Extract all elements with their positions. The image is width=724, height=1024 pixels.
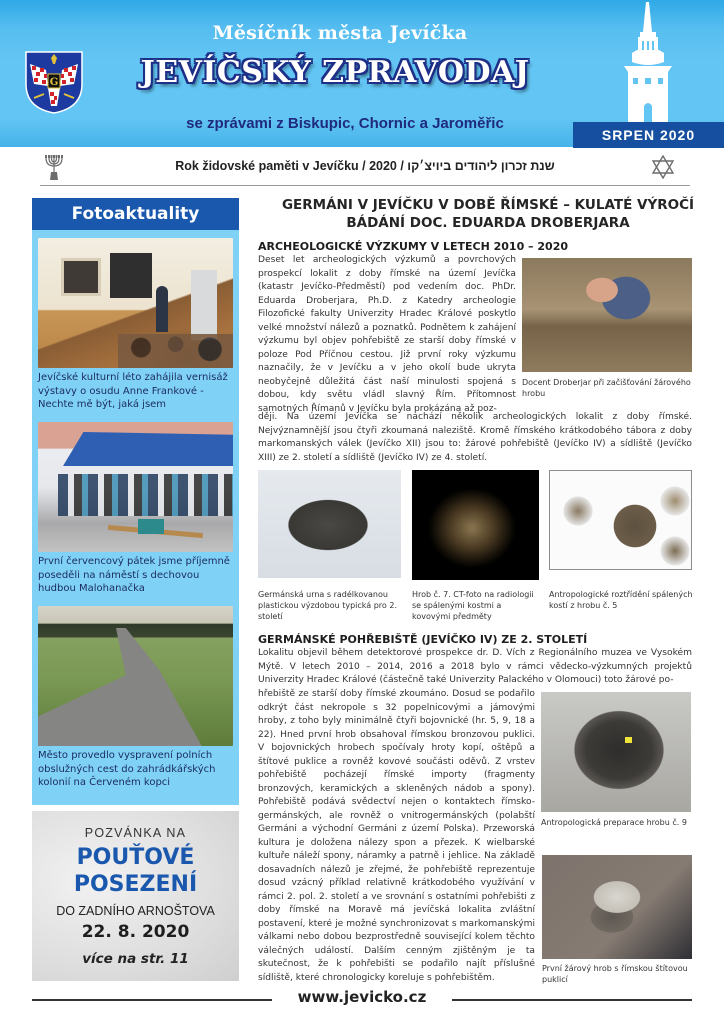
publication-subtitle: se zprávami z Biskupic, Chornic a Jaroměřic: [186, 115, 504, 132]
article-paragraph: Deset let archeologických výzkumů a povrchových prospekcí lokalit z doby římské na území Jevíčka (katastr Jevíčko-Předměstí) pod vedením doc. PhDr. Eduarda Droberjara, Ph.D. z Katedry archeologie Filozofické fakulty Univerzity Hradec Králové poskytlo velké množství nálezů a poznatků. Podnětem k zahájení výzkumu byl objev pohřebiště ze starší doby římské v poloze Pod Příčnou cestou. Již první roky výzkumu naznačily, že v Jevíčku a v jeho okolí bude ukryta neobyčejně důležitá část naší minulosti spojená s dobou, kdy světu vládl slavný Řím. Přítomnost samotných Římanů v Jevíčku byla prokázána až poz-: [258, 255, 516, 414]
article-paragraph: hřebiště ze starší doby římské zkoumáno. Dosud se podařilo odkrýt část nekropole s 32 popelnicovými a jámovými hroby, z toho byly minimálně čtyři bojovnické (hr. 5, 9, 18 a 22). Hned první hrob obsahoval římskou bronzovou puklici. V bojovnických hrobech spočívaly hroty kopí, oštěpů a štítové puklice a rovněž kovové součásti oděvů. Z vrstev pohřebiště pocházejí římské importy (fragmenty bronzových, keramických a skleněných nádob a spony). Pohřebiště podává svědectví nejen o kontaktech římsko-germánských, ale rovněž o vnitrogermánských (polabští Germáni a východní Germáni z území Polska). Przeworská kultura je doložena nálezy spon a přezek. K wielbarské kultuře náleží spony, náramky a patrně i jehlice. Na základě dosavadních nálezů je zřejmé, že pohřebiště reprezentuje dosud vzácný příklad relativně krátkodobého využívání v rámci 2. pol. 2. století a ve srovnání s ostatními pohřebišti z doby římské na Moravě má jevíčská lokalita zvláštní postavení, které je možné synchronizovat s markomanskými válkami nebo dobou bezprostředně související kolem těchto válečných událostí. Dalším cenným zjištěným je ta skutečnost, že k pohřebišti se podařilo najít příslušné sídliště, které chronologicky koreluje s pohřebištěm.: [258, 689, 535, 983]
publication-title: JEVÍČSKÝ ZPRAVODAJ: [140, 55, 530, 90]
photo-news-sidebar: [32, 198, 239, 805]
publication-tagline: Měsíčník města Jevíčka: [212, 22, 468, 44]
brass-band-photo: [38, 422, 233, 552]
issue-date-badge: SRPEN 2020: [573, 122, 724, 148]
website-link[interactable]: www.jevicko.cz: [297, 988, 427, 1006]
invitation-place: DO ZADNÍHO ARNOŠTOVA: [56, 904, 215, 918]
photo-card-exhibition: [38, 238, 233, 412]
star-of-david-icon: [652, 155, 674, 179]
footer-rule-right: [452, 999, 692, 1001]
masthead: [0, 0, 724, 147]
event-invitation: [32, 811, 239, 981]
page-footer: [32, 988, 692, 1010]
invitation-pretitle: POZVÁNKA NA: [84, 826, 187, 840]
invitation-date: 22. 8. 2020: [81, 922, 190, 942]
ct-scan-photo: [412, 470, 539, 580]
coat-of-arms-icon: [24, 50, 84, 115]
figure-caption: Docent Droberjar při začišťování žárového hrobu: [522, 378, 691, 398]
memory-year-strip: [40, 150, 690, 186]
section-heading-cemetery: GERMÁNSKÉ POHŘEBIŠTĚ (JEVÍČKO IV) ZE 2. STOLETÍ: [258, 633, 588, 646]
footer-rule-left: [32, 999, 272, 1001]
photo-card-brass-band: [38, 422, 233, 596]
figure-caption: První žárový hrob s římskou štítovou puklicí: [542, 964, 688, 984]
shield-boss-grave-photo: [542, 855, 692, 959]
photo-caption: První červencový pátek jsme příjemně poseděli na náměstí s dechovou hudbou Malohanačka: [38, 556, 230, 594]
exhibition-photo: [38, 238, 233, 368]
invitation-page-reference: více na str. 11: [82, 951, 189, 967]
photo-card-field-road: [38, 606, 233, 790]
article-paragraph: Lokalitu objevil během detektorové prospekce dr. D. Vích z Regionálního muzea ve Vysokém Mýtě. V letech 2010 – 2014, 2016 a 2018 bylo v rámci vědecko-výzkumných projektů Univerzity Hradec Králové (částečně také Univerzity Palackého v Olomouci) toto žárové po-: [258, 648, 692, 685]
church-tower-icon: [618, 2, 678, 122]
memory-year-text: Rok židovské paměti v Jevíčku / 2020 / שנת זכרון ליהודים ביויצ׳קו: [175, 159, 555, 173]
sidebar-heading: Fotoaktuality: [32, 198, 239, 230]
grave-9-photo: [541, 692, 691, 812]
article-title: GERMÁNI V JEVÍČKU V DOBĚ ŘÍMSKÉ – KULATÉ VÝROČÍ BÁDÁNÍ DOC. EDUARDA DROBERJARA: [281, 197, 695, 231]
photo-caption: Město provedlo vyspravení polních obslužných cest do zahrádkářských kolonií na Červeném kopci: [38, 750, 216, 788]
germanic-urn-photo: [258, 470, 401, 578]
figure-caption: Germánská urna s radélkovanou plastickou výzdobou typická pro 2. století: [258, 590, 397, 621]
invitation-title: POUŤOVÉ POSEZENÍ: [73, 845, 198, 897]
section-heading-research: ARCHEOLOGICKÉ VÝZKUMY V LETECH 2010 – 2020: [258, 240, 568, 253]
figure-caption: Hrob č. 7. CT-foto na radiologii se spálenými kostmi a kovovými předměty: [412, 590, 534, 621]
field-road-photo: [38, 606, 233, 746]
figure-caption: Antropologické roztřídění spálených kostí z hrobu č. 5: [549, 590, 693, 610]
bone-sorting-diagram: [549, 470, 692, 570]
photo-caption: Jevíčské kulturní léto zahájila vernisáž výstavy o osudu Anne Frankové - Nechte mě být, jaká jsem: [38, 372, 228, 410]
svg-text:G: G: [49, 77, 59, 88]
figure-caption: Antropologická preparace hrobu č. 9: [541, 818, 687, 827]
docent-excavation-photo: [522, 258, 692, 372]
article-paragraph: ději. Na území Jevíčka se nachází několik archeologických lokalit z doby římské. Nejvýznamnější jsou čtyři zkoumaná naleziště. Kromě římského krátkodobého tábora z doby markomanských válek (Jevíčko XII) jsou to: žárové pohřebiště (Jevíčko IV) a sídliště (Jevíčko XIII) ze 2. století a sídliště (Jevíčko IV) ze 4. století.: [258, 412, 692, 463]
